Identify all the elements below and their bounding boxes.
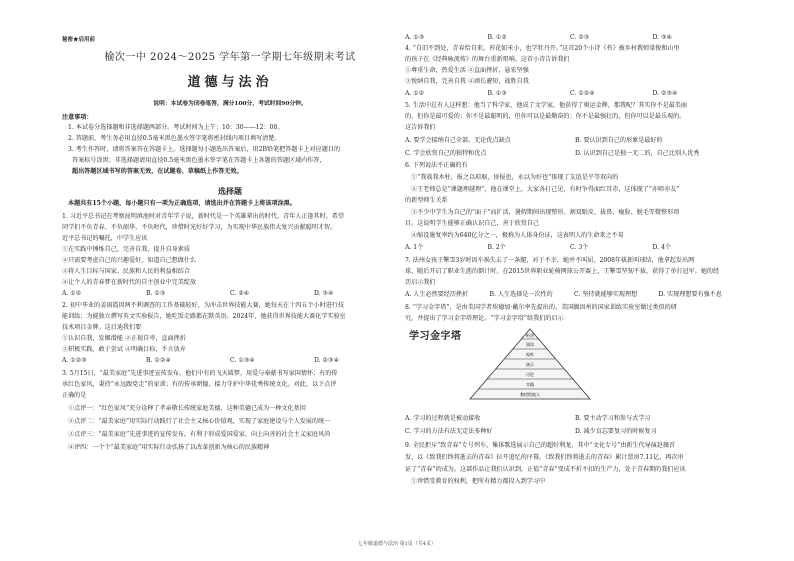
choice-a: A. ①③ [405,34,425,41]
pyramid-level: 实践 [526,382,534,387]
question-8-choice-b: B. 要主动学习和参与式学习 [575,415,651,422]
question-6-option: ④缩设施复率约为640亿分之一，极称为人体身份证，这表明人的生命来之不易 [411,232,624,239]
choice-b: B. ①③ [487,90,507,97]
question-6-option: 目。这说明学生能够正确认识自己，善于欣赏自己 [405,220,540,227]
question-5-stem: 5. 生活中总有人这样想：他当了科学家，他成了文学家，他获得了奥运金牌，那我呢？其实你不是最美丽 [405,102,687,109]
question-7-stem: 7. 法州女孩王擎雪3岁时因车祸失去了一条腿，对于不幸，她并不叫屈。2008年拔新叫球结，他拿起发出网 [405,257,695,264]
question-7-stem: 历启示我们 [405,279,436,286]
note-item: 答案标号涂黑；非选择题请用直径0.5毫米黑色墨水签字笔在答题卡上各题的答题区域内作答， [72,157,326,164]
question-9-stem: 9. 全民拒斥“致青春”专号列车，集体歌选展示自己的超好利龙，其中“文化专号”由新生代导演赵薇首 [405,442,676,449]
note-item: 1. 本试卷分选择题和非选择题两部分。考试时间为上午：10：30——12：00。 [68,124,284,131]
question-4-stem: 的孩子在《经典咏流传》的舞台重新唱响。这首小诗告诉我们 [405,56,570,63]
choice-a: A. ①② [405,90,425,97]
question-2-option: ③积极实践，敢于尝试 ④明确目标，不言放弃 [62,346,186,353]
choice-d: D. ③④ [314,290,334,297]
question-5-stem: 这告诉我们 [405,124,436,131]
pyramid-level: 教授给他人 [520,392,540,397]
choice-b: B. 2个 [487,244,506,251]
choice-a: A. ①②③ [62,357,87,364]
question-3-choices [405,34,735,42]
question-5-choice-b: B. 要认识到自己的形象是最好的 [575,137,663,144]
question-2-choices [62,357,398,365]
question-3-stem: 承红色家风，秉持“永远跟党走”的家训；有的传承朝德，接力守护中华优秀传统文化。对此，以下点评 [62,381,337,388]
question-4-choices [405,90,735,98]
question-8-stem: 8. “学习金字塔”，是由美国学者埃德加·戴尔率先提出的。美国缅因州的国家训练实验室做过类似的研 [405,304,677,311]
choice-c: C. 坚持就能够实现理想 [574,291,638,298]
learning-pyramid-figure [465,327,595,407]
choice-d: D. 实现理想要有强不息 [658,291,722,298]
question-8-choice-d: D. 减少盲忘要复习的时候复习 [575,428,657,435]
choice-d: D. ②③④ [652,90,678,97]
question-1-choices [62,290,398,298]
question-1-stem: 同学们不负青春、不负韶华、不负时代，珍惜时光好好学习，为实现中华民族伟大复兴贡献聪明才智。 [62,224,337,231]
question-7-stem: 球，随后开启了职业生涯的倒计时。在2015世界职业轮椅网球公开赛上，王擎雪坚韧不拔，获得了单打冠军。她的经 [405,268,720,275]
exam-title: 榆次一中 2024～2025 学年第一学期七年级期末考试 [104,52,356,63]
question-6-choices [405,244,735,252]
choice-c: C. 3个 [570,244,589,251]
pyramid-level: 演示 [526,362,534,367]
choice-d: D. ②③④ [314,357,339,364]
question-2-option: ①认识自我，发掘潜能 ②正视自卑，直面挫折 [62,335,186,342]
question-9-stem: 发，以《致我们终将逝去的青春》拉开追忆的序幕。《致我们终将逝去的青春》累计票房7.11亿，再次审 [405,454,684,461]
question-8-choice-c: C. 学习的方法有法无定法多种好 [405,428,493,435]
pyramid-level: 视听 [526,352,534,357]
question-3-option: ④评四：一个个“最美家庭”用实际行动弘扬了以改革创新为核心的民族精神 [68,444,270,451]
choice-b: B. ①② [487,34,507,41]
question-3-stem: 3. 5月15日，“最美家庭”先进事迹宣传发布。他们中有的飞天圆梦，用爱与奉献书写家国情怀；有的传 [62,370,338,377]
choice-c: C. ①②④ [570,90,595,97]
question-6-stem: 6. 下列说法不正确的有 [405,162,468,169]
question-5-choice-d: D. 认识到自己是独一无二的，自己比别人优秀 [575,150,700,157]
question-6-option: ②王老师总是“课题理越理”，他在课堂上，大家各打己见，有时争得面红耳赤，这体现了“亦师亦友” [411,186,680,193]
choice-b: B. ①③ [146,290,166,297]
notes-heading: 注意事项： [62,114,93,121]
section-title: 选择题 [218,186,242,196]
question-8-choice-a: A. 学习的过程就是被动接收 [405,415,481,422]
question-9-option: ①珍惜受教育的权利，把所有精力都投入到学习中 [411,478,546,485]
choice-d: D. ③④ [652,34,672,41]
secret-label: 秘密★启用前 [62,37,96,43]
pyramid-level: 讨论 [526,372,534,377]
question-1-stem: 1. 习近平总书记在考察昆明滇池时对青年学子说，新时代是一个英雄辈出的时代，青年人正逢其时。希望 [62,213,344,220]
question-6-option: ①“我栽我木柱，报之以琼琚，匪报也，永以为好也”体现了友谊是平等双向的 [411,174,619,181]
question-3-option: ①点评一：“红色家风”充分诠释了孝亲敬长传统家庭美德，这种美德已成为一种文化基因 [68,405,306,412]
question-5-choice-a: A. 要学会接纳自己全部，无论优点缺点 [405,137,511,144]
question-4-option: ①尊重生命，热爱生活 ②直面挫折，悬宏坚强 [405,67,529,74]
note-item: 3. 考生作答时，请将答案答在答题卡上。选择题每小题选出答案后，用2B铅笔把答题卡上对应题目的 [68,146,341,153]
question-8-stem: 究，并提出了学习金字塔理论。“学习金字塔”给我们的启示 [405,315,564,322]
question-7-choices [405,291,743,299]
question-1-option: ②只需要考虑自己的兴趣爱好，知道自己想做什么 [62,257,197,264]
pyramid-level: 听讲 [526,333,534,338]
note-item: 2. 答题前，考生务必用直径0.5毫米黑色墨水签字笔将密封线内项目填写清楚。 [68,135,281,142]
question-1-option: ①在实践中锤炼自己，完善自我，提升自身素质 [62,246,190,253]
subject-title: 道德与法治 [187,75,273,90]
choice-a: A. ①② [62,290,82,297]
note-item-warning: 超出答题区域书写的答案无效，在试题卷、草稿纸上作答无效。 [72,168,243,175]
page-footer: 七年级道德与法治 第1页（共4页） [358,541,436,547]
question-4-stem: 4. “自旧不到处，青春恰自来。苔花如米小，也学牡丹开。”这首20个小诗《苔》被乡村教师梁俊和山里 [405,45,680,52]
choice-c: C. ②④ [230,290,250,297]
choice-b: B. ①②④ [146,357,171,364]
choice-a: A. 1个 [405,244,424,251]
question-3-option: ③点评三：“最美家庭”先进事迹的宣传发布，有利于形成爱国爱家、向上向善的社会主义家庭风尚 [68,431,331,438]
question-5-choice-c: C. 学会欣赏自己的独特和优点 [405,150,487,157]
question-2-stem: 2. 初中毕业的姜雨霞因两不利调查的工作基础较好，为冲击世界技能大赛，她每天在十四五个小时进行技 [62,302,344,309]
question-6-option: 的新型师生关系 [405,197,448,204]
question-1-option: ③将人生目标与国家、民族和人民的利益相结合 [62,268,190,275]
pyramid-title: 学习金字塔 [409,331,462,342]
choice-c: C. ①③④ [230,357,255,364]
question-6-option: ③不少中学生为自己的“面子”而扩活，暑假期间出现整形、割双眼皮、拔鼻、瘦脸、脱毛等微整形项 [411,209,680,216]
question-5-stem: 的，但你是最可爱的；你不是最聪明的，但你可以是最勤奋的；你不是最强壮的，但你可以是最乐观的。 [405,113,686,120]
choice-d: D. 4个 [652,244,672,251]
choice-c: C. ②③ [570,34,590,41]
question-3-option: ②点评二：“最美家庭”用实际行动践行了社会主义核心价值观，实现了家庭建设与个人发展的统一 [68,418,331,425]
section-intro: 本题共有15个小题，每小题只有一项为正确选项，请选出并在答题卡上将该项涂黑。 [68,200,296,207]
choice-b: B. 人生选择是一次性的 [489,291,553,298]
question-9-stem: 证了“青春”的成为。这部作品让我们认识到，正值“青春”变成不折不扣的生产力，处于青春期的我们应该 [405,466,686,473]
choice-a: A. 人生必然要经历挫折 [405,291,469,298]
question-3-stem: 正确的是 [62,392,87,399]
question-1-stem: 近平总书记的嘱托，中学生应该 [62,235,148,242]
pyramid-level: 阅读 [526,342,534,347]
exam-description: 说明：本试卷为闭卷笔答，满分100分，考试时间90分钟。 [153,101,307,107]
question-1-option: ④让个人的青春梦在新时代的自主创业中完美绽放 [62,279,197,286]
question-2-stem: 技术项目金牌。这启迪我们要 [62,324,142,331]
question-4-option: ③悦纳自我，完善自我 ④顽长避短，战胜自我 [405,78,529,85]
question-2-stem: 能训练；为能独立撰写英文实验报告，她吃饭走路都在默英语。2024年，她获得世界技能大赛化学实验室 [62,313,346,320]
